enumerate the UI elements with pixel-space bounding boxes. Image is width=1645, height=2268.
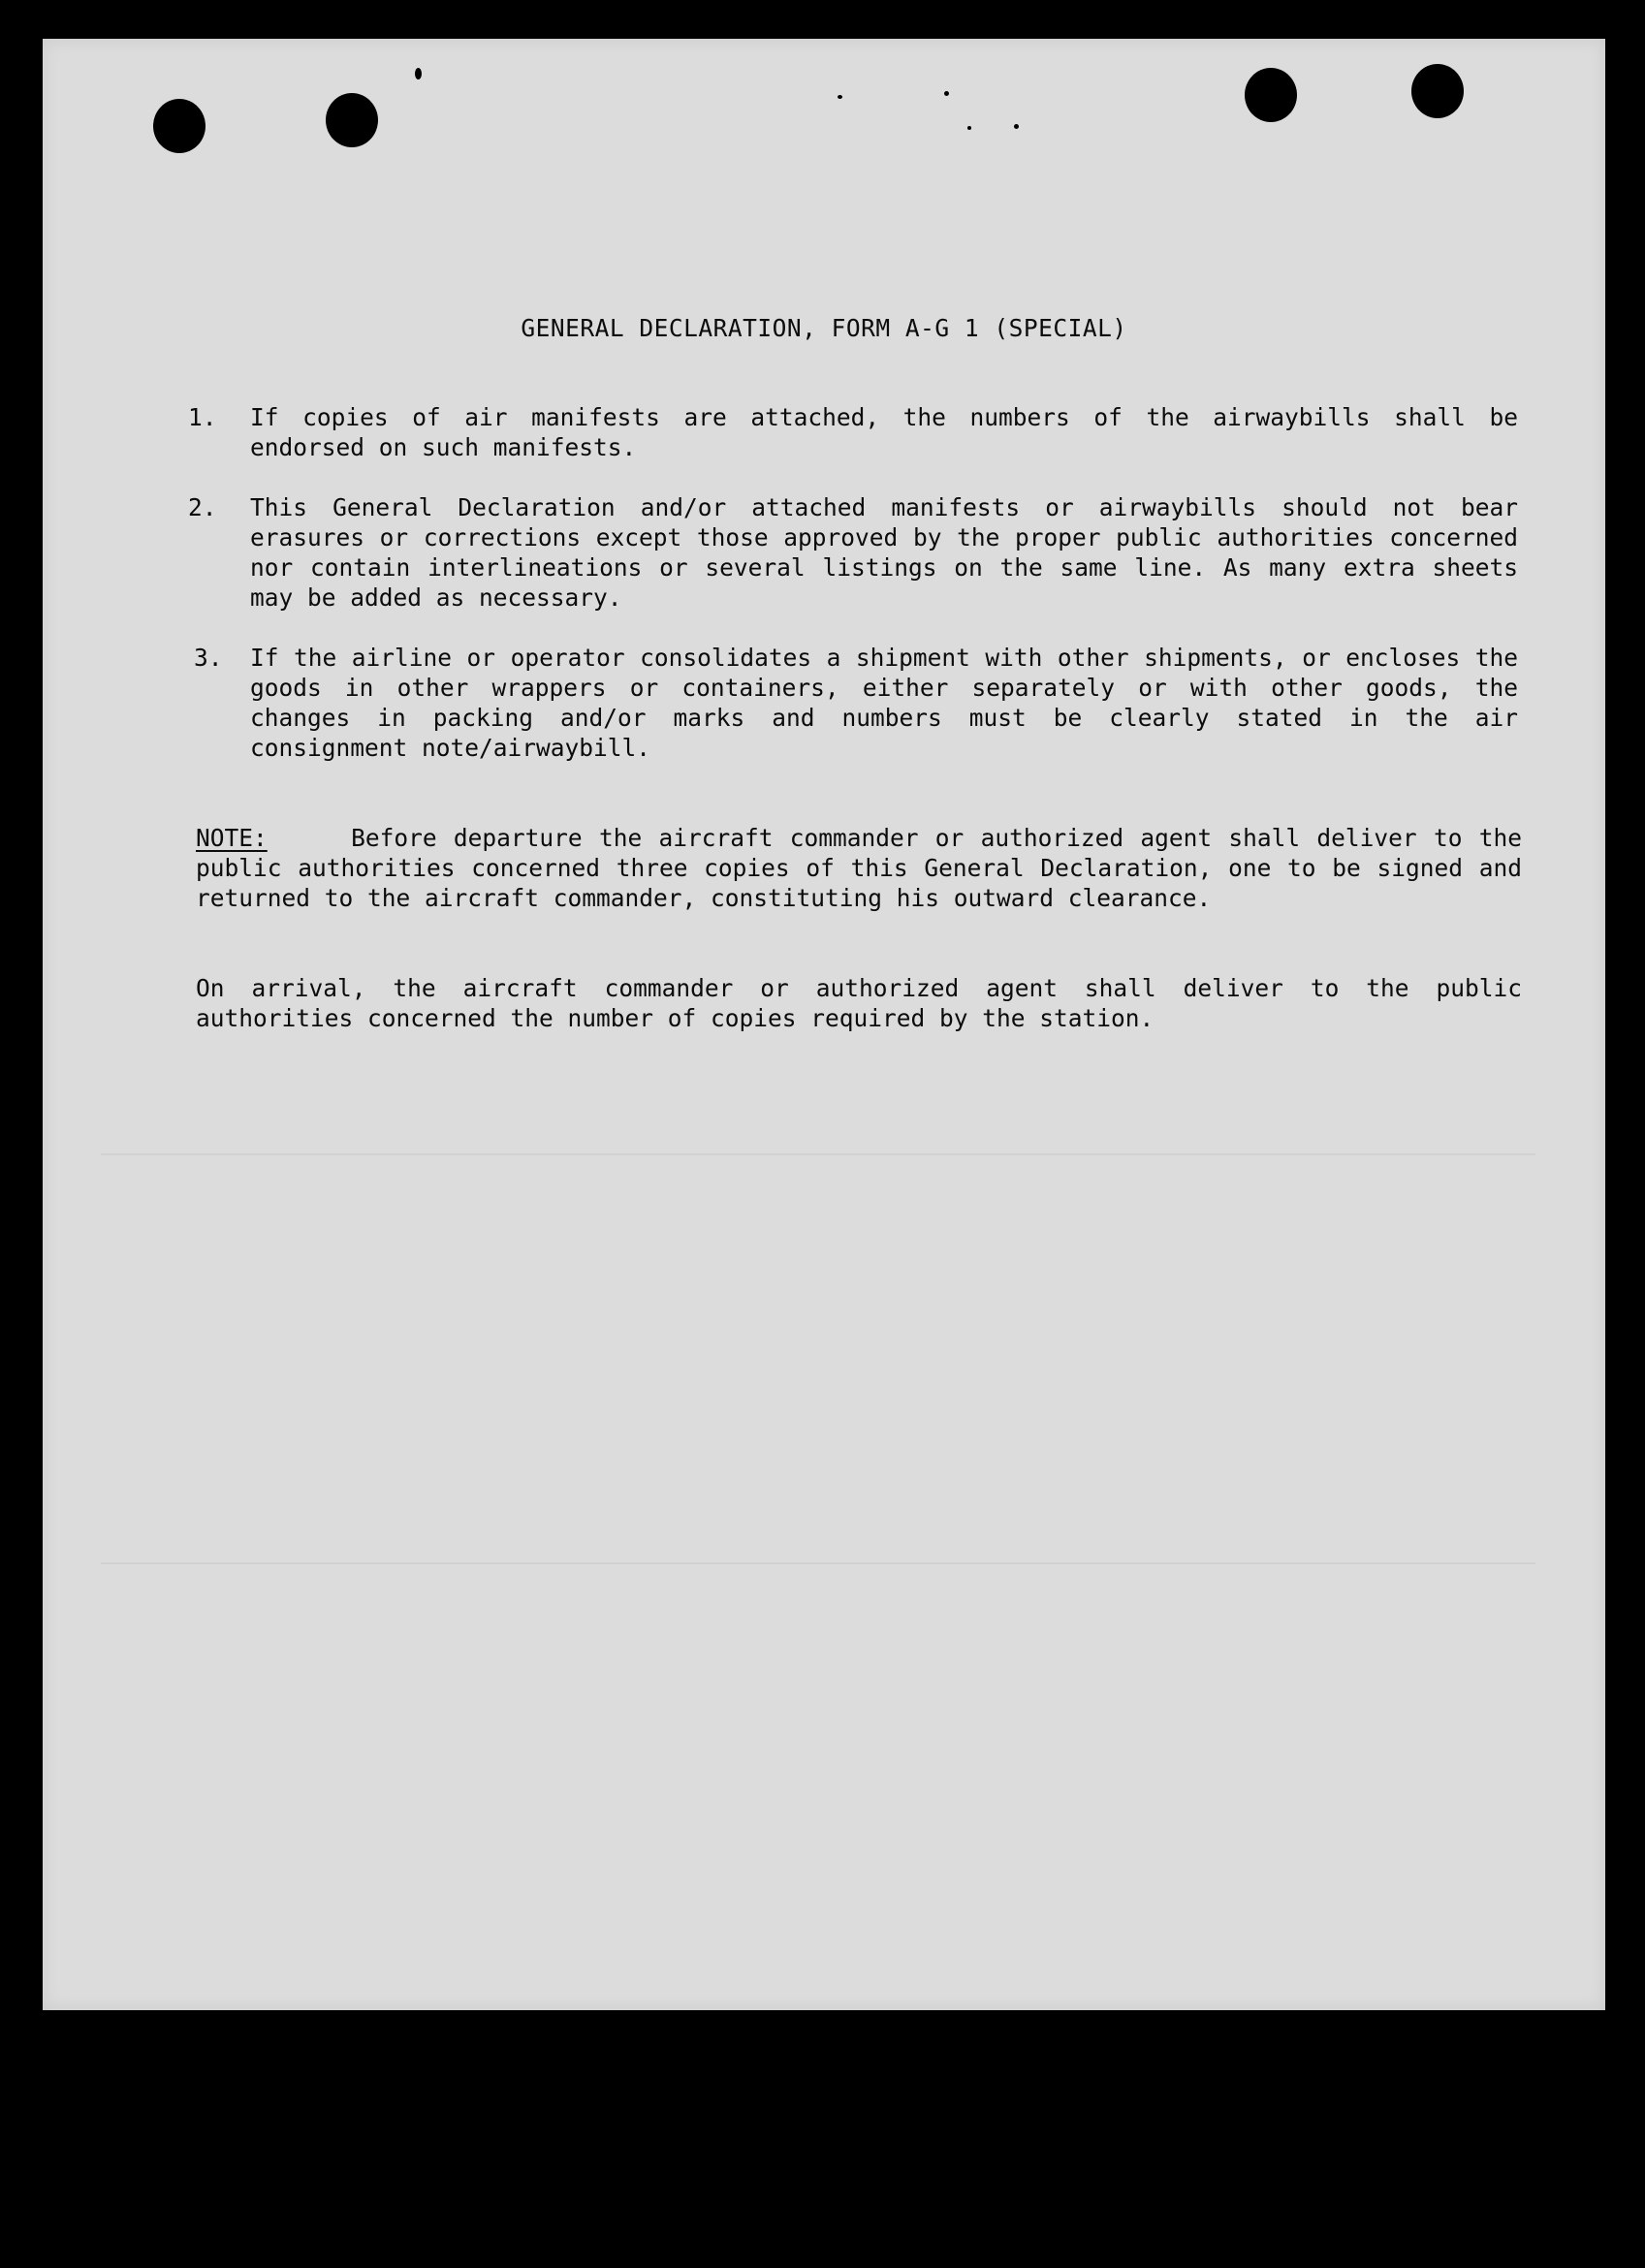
item-number: 3. bbox=[194, 644, 223, 672]
note-label: NOTE: bbox=[196, 824, 268, 852]
note-paragraph bbox=[196, 823, 1522, 913]
instruction-item-3 bbox=[188, 643, 1518, 763]
item-text: If the airline or operator consolidates a shipment with other shipments, or encloses the goods in other wrappers or containers, either separately or with other goods, the changes in packing and/or marks and numbers must be clearly stated in the air consignment note/airwaybill. bbox=[250, 644, 1518, 762]
paper-sheet bbox=[43, 39, 1605, 2010]
arrival-paragraph: On arrival, the aircraft commander or authorized agent shall deliver to the public authorities concerned the number of copies required by the station. bbox=[196, 974, 1522, 1032]
item-text: This General Declaration and/or attached manifests or airwaybills should not bear erasures or corrections except those approved by the proper public authorities concerned nor contain interlineations or several listings on the same line. As many extra sheets may be added as necessary. bbox=[250, 493, 1518, 612]
item-number: 2. bbox=[188, 493, 217, 521]
document-content bbox=[43, 39, 1605, 2010]
item-number: 1. bbox=[188, 403, 217, 431]
instruction-item-1 bbox=[188, 402, 1518, 462]
note-text: Before departure the aircraft commander or authorized agent shall deliver to the public authorities concerned three copies of this General Declaration, one to be signed and returned to the aircraft commander, constituting his outward clearance. bbox=[196, 824, 1522, 912]
item-text: If copies of air manifests are attached, the numbers of the airwaybills shall be endorsed on such manifests. bbox=[250, 403, 1518, 461]
document-title: GENERAL DECLARATION, FORM A-G 1 (SPECIAL) bbox=[521, 314, 1127, 342]
instruction-item-2 bbox=[188, 492, 1518, 613]
